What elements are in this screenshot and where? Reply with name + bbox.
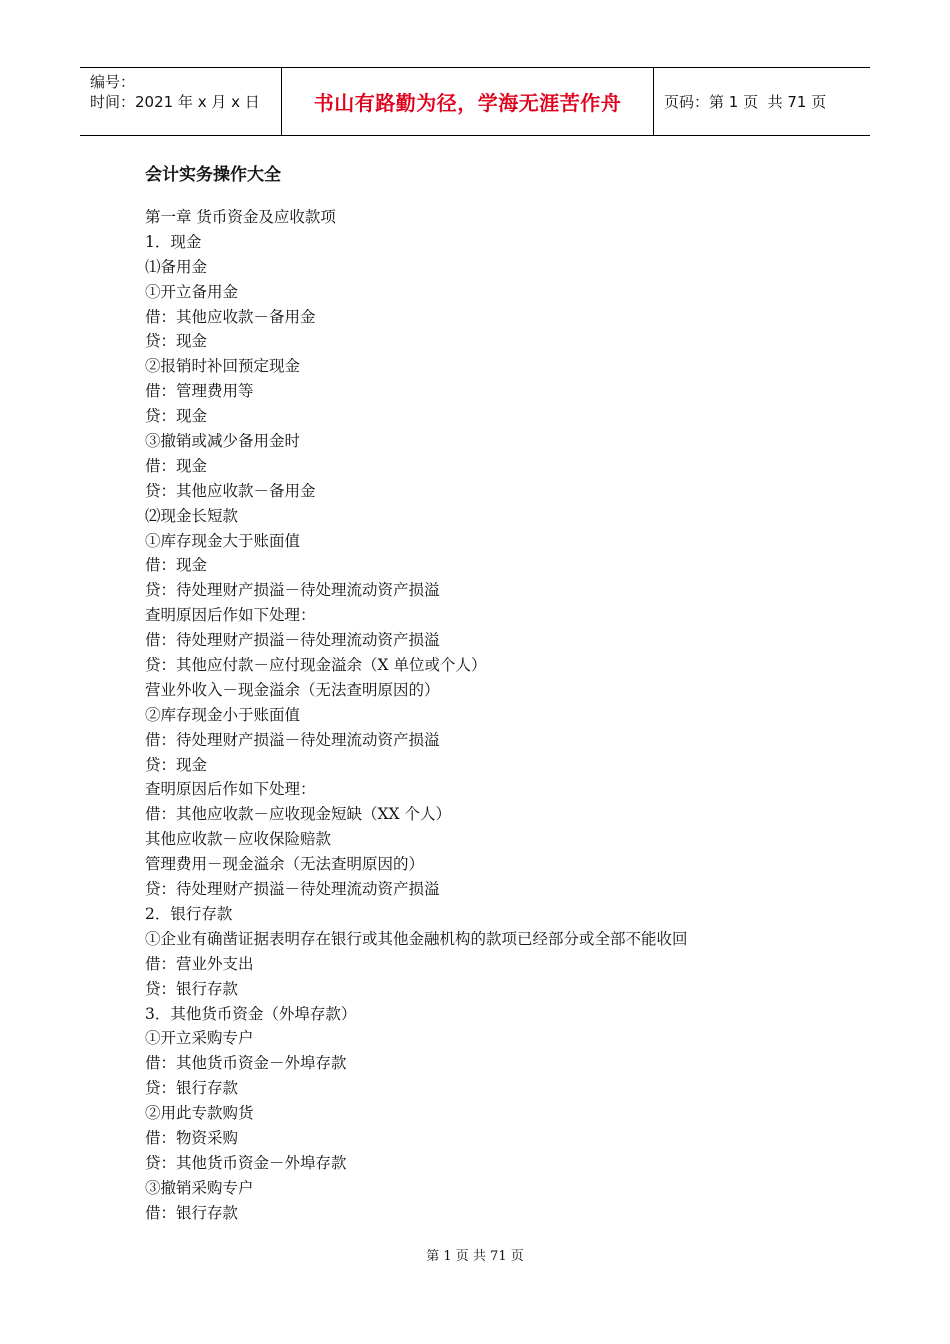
text-line: ⑵现金长短款 bbox=[145, 506, 239, 525]
text-line: 2．银行存款 bbox=[145, 904, 233, 923]
text-line: 借：待处理财产损溢－待处理流动资产损溢 bbox=[145, 631, 440, 650]
text-line: 营业外收入－现金溢余（无法查明原因的） bbox=[145, 680, 440, 699]
text-line: 3．其他货币资金（外埠存款） bbox=[145, 1004, 357, 1023]
header-motto: 书山有路勤为径，学海无涯苦作舟 bbox=[282, 68, 654, 135]
date-label: 时间：2021 年 x 月 x 日 bbox=[90, 93, 260, 111]
page-footer: 第 1 页 共 71 页 bbox=[426, 1249, 524, 1264]
text-line: 借：物资采购 bbox=[145, 1128, 239, 1147]
text-line: 1．现金 bbox=[145, 232, 202, 251]
text-line: 借：现金 bbox=[145, 556, 208, 575]
text-line: 贷：待处理财产损溢－待处理流动资产损溢 bbox=[145, 581, 440, 600]
text-line: ⑴备用金 bbox=[145, 257, 208, 276]
text-line: 借：银行存款 bbox=[145, 1203, 239, 1222]
text-line: ①库存现金大于账面值 bbox=[145, 531, 301, 550]
header-meta bbox=[80, 68, 282, 135]
text-line: ②库存现金小于账面值 bbox=[145, 705, 301, 724]
text-line: 第一章 货币资金及应收款项 bbox=[145, 208, 336, 226]
document-body bbox=[145, 205, 845, 1226]
text-line: 贷：银行存款 bbox=[145, 979, 239, 998]
text-line: 借：现金 bbox=[145, 456, 208, 475]
text-line: 管理费用－现金溢余（无法查明原因的） bbox=[145, 855, 425, 874]
text-line: 贷：其他应付款－应付现金溢余（X 单位或个人） bbox=[145, 656, 487, 675]
text-line: ①企业有确凿证据表明存在银行或其他金融机构的款项已经部分或全部不能收回 bbox=[145, 929, 688, 948]
document-title: 会计实务操作大全 bbox=[145, 165, 281, 185]
text-line: 借：其他应收款－应收现金短缺（XX 个人） bbox=[145, 805, 451, 824]
text-line: ②报销时补回预定现金 bbox=[145, 357, 301, 376]
text-line: 借：待处理财产损溢－待处理流动资产损溢 bbox=[145, 730, 440, 749]
text-line: 借：管理费用等 bbox=[145, 382, 254, 401]
page-label: 页码：第 1 页 共 71 页 bbox=[664, 93, 827, 111]
text-line: ③撤销采购专户 bbox=[145, 1178, 254, 1197]
text-line: 贷：银行存款 bbox=[145, 1079, 239, 1098]
text-line: 借：其他应收款－备用金 bbox=[145, 307, 316, 326]
text-line: ②用此专款购货 bbox=[145, 1104, 254, 1123]
page-header bbox=[80, 67, 870, 136]
text-line: ①开立采购专户 bbox=[145, 1029, 254, 1048]
text-line: 贷：现金 bbox=[145, 332, 208, 351]
text-line: 贷：现金 bbox=[145, 755, 208, 774]
text-line: 查明原因后作如下处理： bbox=[145, 780, 316, 799]
text-line: 借：营业外支出 bbox=[145, 954, 254, 973]
text-line: ①开立备用金 bbox=[145, 282, 239, 301]
text-line: ③撤销或减少备用金时 bbox=[145, 432, 301, 451]
text-line: 贷：其他应收款－备用金 bbox=[145, 481, 316, 500]
text-line: 贷：现金 bbox=[145, 407, 208, 426]
text-line: 贷：待处理财产损溢－待处理流动资产损溢 bbox=[145, 880, 440, 899]
text-line: 其他应收款－应收保险赔款 bbox=[145, 830, 332, 849]
text-line: 查明原因后作如下处理： bbox=[145, 606, 316, 625]
number-label: 编号： bbox=[90, 73, 136, 91]
header-page-info bbox=[654, 68, 870, 135]
text-line: 借：其他货币资金－外埠存款 bbox=[145, 1054, 347, 1073]
text-line: 贷：其他货币资金－外埠存款 bbox=[145, 1153, 347, 1172]
